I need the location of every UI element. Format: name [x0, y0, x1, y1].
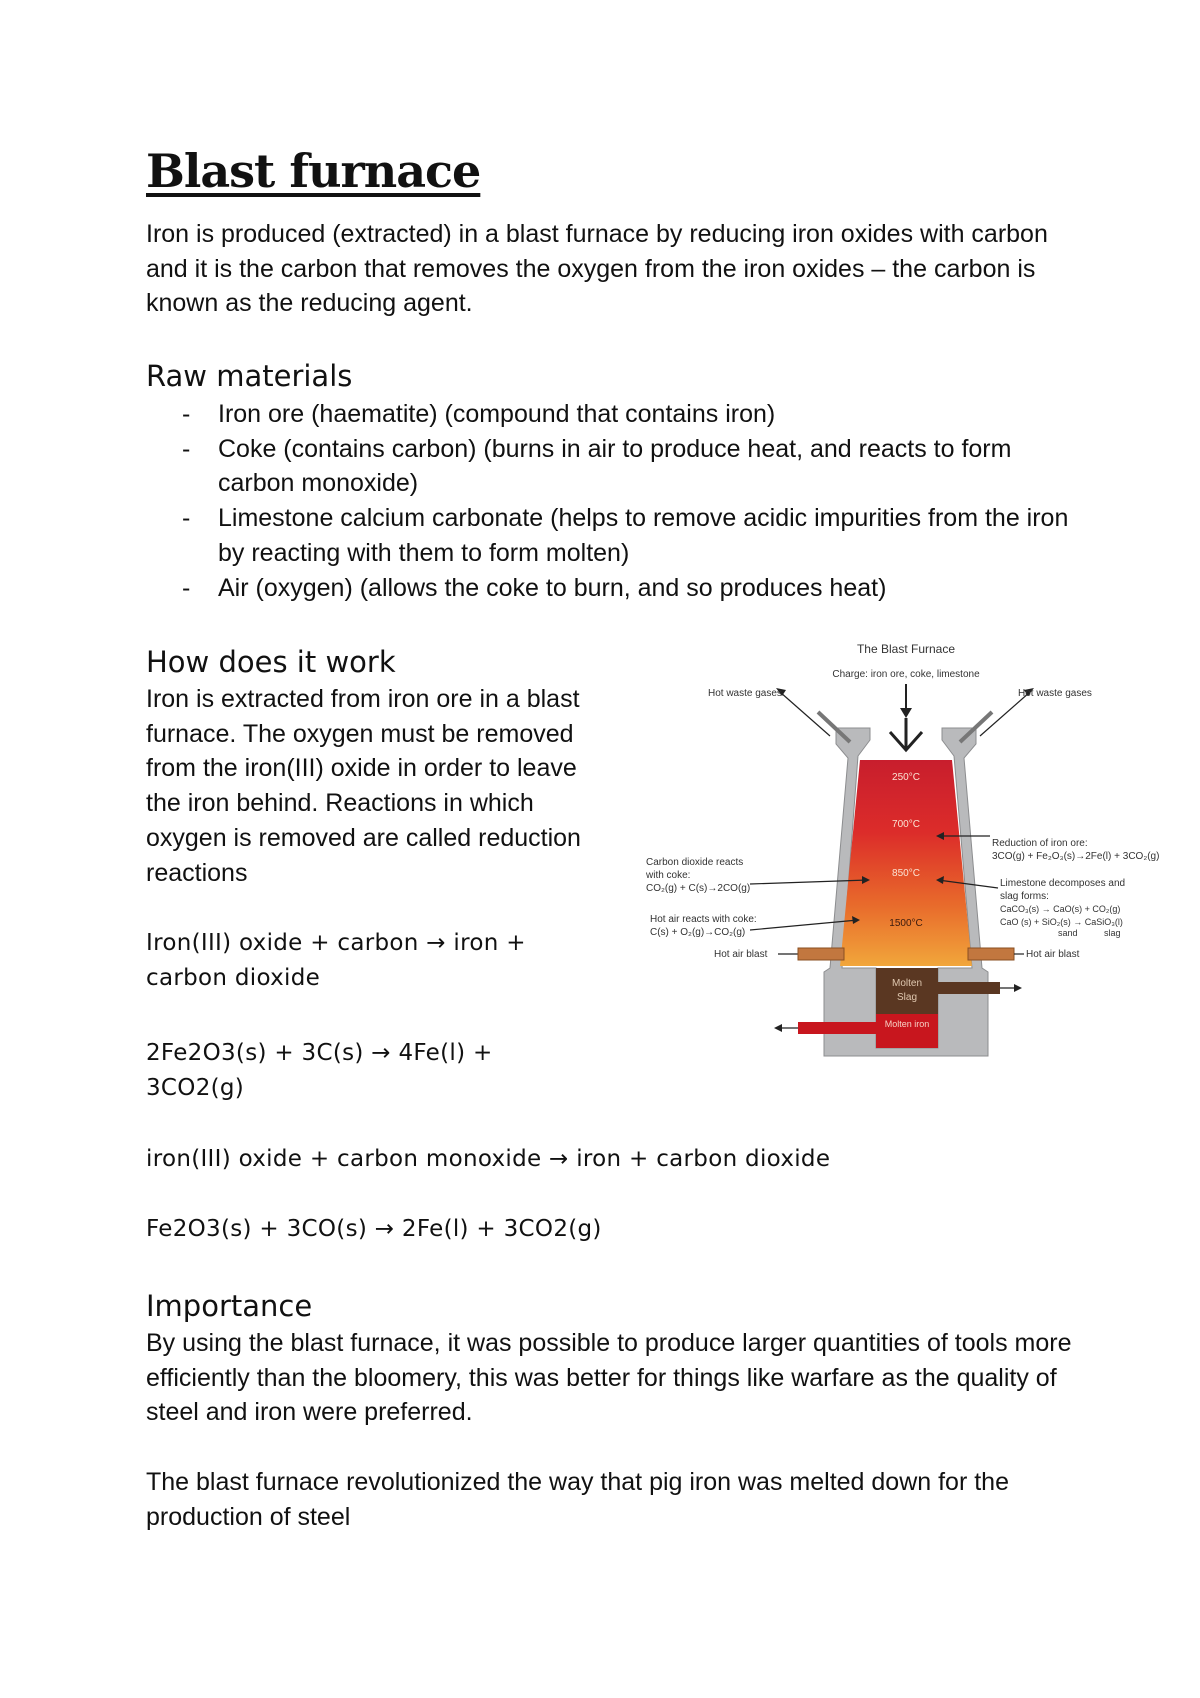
raw-materials-heading: Raw materials — [146, 359, 353, 393]
molten-slag-label: Molten — [891, 978, 923, 989]
svg-text:3CO(g) + Fe₂O₃(s)→2Fe(l) + 3CO: 3CO(g) + Fe₂O₃(s)→2Fe(l) + 3CO₂(g) — [992, 851, 1160, 862]
page-title: Blast furnace — [146, 144, 481, 198]
molten-slag-layer — [876, 968, 938, 1014]
list-item: - Limestone calcium carbonate (helps to remove acidic impurities from the iron by reacting with them to form molten) — [146, 501, 1076, 570]
list-item: - Coke (contains carbon) (burns in air to produce heat, and reacts to form carbon monoxide) — [146, 432, 1076, 501]
blast-furnace-diagram — [638, 632, 1168, 1072]
intro-paragraph: Iron is produced (extracted) in a blast furnace by reducing iron oxides with carbon and it is the carbon that removes the oxygen from the iron oxides – the carbon is known as the reducing agent. — [146, 220, 1048, 318]
word-equation-2: iron(III) oxide + carbon monoxide → iron + carbon dioxide — [146, 1146, 831, 1172]
temp-label: 250°C — [892, 772, 920, 783]
iron-tap-pipe — [798, 1022, 876, 1034]
hot-waste-right-label: Hot waste gases — [1018, 688, 1092, 699]
svg-text:sand: sand — [1058, 928, 1078, 938]
furnace-interior — [840, 760, 972, 966]
co2-reacts-label: Carbon dioxide reacts — [646, 857, 744, 868]
importance-heading: Importance — [146, 1289, 313, 1323]
slag-tap-pipe — [938, 982, 1000, 994]
hot-air-pipe-left — [798, 948, 844, 960]
svg-text:Slag: Slag — [896, 992, 918, 1003]
temp-label: 700°C — [892, 819, 920, 830]
raw-materials-list — [146, 397, 1076, 605]
waste-pipe-left — [818, 712, 850, 742]
how-it-works-heading: How does it work — [146, 645, 396, 679]
svg-text:CaO (s) + SiO₂(s) → CaSiO₃(l): CaO (s) + SiO₂(s) → CaSiO₃(l) — [1000, 917, 1123, 927]
diagram-title: The Blast Furnace — [856, 642, 956, 656]
hot-air-pipe-right — [968, 948, 1014, 960]
temp-label: 1500°C — [889, 918, 923, 929]
list-item: - Iron ore (haematite) (compound that contains iron) — [146, 397, 1076, 432]
svg-text:CaCO₃(s) → CaO(s) + CO₂(g): CaCO₃(s) → CaO(s) + CO₂(g) — [1000, 904, 1121, 914]
importance-paragraph-2: The blast furnace revolutionized the way that pig iron was melted down for the production of steel — [146, 1468, 1009, 1531]
bullet-dash: - — [182, 573, 191, 602]
list-item: - Air (oxygen) (allows the coke to burn, and so produces heat) — [146, 571, 1076, 606]
limestone-label: Limestone decomposes and — [1000, 878, 1126, 889]
hot-air-blast-left-label: Hot air blast — [714, 949, 768, 960]
symbol-equation-2: Fe2O3(s) + 3CO(s) → 2Fe(l) + 3CO2(g) — [146, 1216, 602, 1242]
hot-waste-left-label: Hot waste gases — [708, 688, 782, 699]
diagram-charge-label: Charge: iron ore, coke, limestone — [832, 669, 980, 680]
molten-iron-label: Molten iron — [884, 1019, 930, 1029]
reduction-label: Reduction of iron ore: — [992, 838, 1088, 849]
hot-air-blast-right-label: Hot air blast — [1026, 949, 1080, 960]
hot-air-reacts-label: Hot air reacts with coke: — [650, 914, 757, 925]
bullet-dash: - — [182, 504, 191, 533]
temp-label: 850°C — [892, 868, 920, 879]
svg-text:CO₂(g) + C(s)→2CO(g): CO₂(g) + C(s)→2CO(g) — [646, 883, 751, 894]
svg-text:C(s) + O₂(g)→CO₂(g): C(s) + O₂(g)→CO₂(g) — [650, 927, 746, 938]
how-it-works-text: Iron is extracted from iron ore in a blast furnace. The oxygen must be removed from the iron(III) oxide in order to leave the iron behind. Reactions in which oxygen is removed are called reduction reactions — [146, 685, 581, 887]
svg-text:with coke:: with coke: — [646, 870, 691, 881]
svg-text:slag forms:: slag forms: — [1000, 891, 1049, 902]
svg-text:slag: slag — [1104, 928, 1121, 938]
charge-arrowhead — [900, 708, 912, 718]
importance-paragraph-1: By using the blast furnace, it was possible to produce larger quantities of tools more efficiently than the bloomery, this was better for things like warfare as the quality of steel and iron were preferred. — [146, 1329, 1072, 1427]
symbol-equation-1: 2Fe2O3(s) + 3C(s) → 4Fe(l) + 3CO2(g) — [146, 1040, 493, 1101]
bullet-dash: - — [182, 434, 191, 463]
bullet-dash: - — [182, 400, 191, 428]
word-equation-1: Iron(III) oxide + carbon → iron + carbon dioxide — [146, 930, 526, 991]
